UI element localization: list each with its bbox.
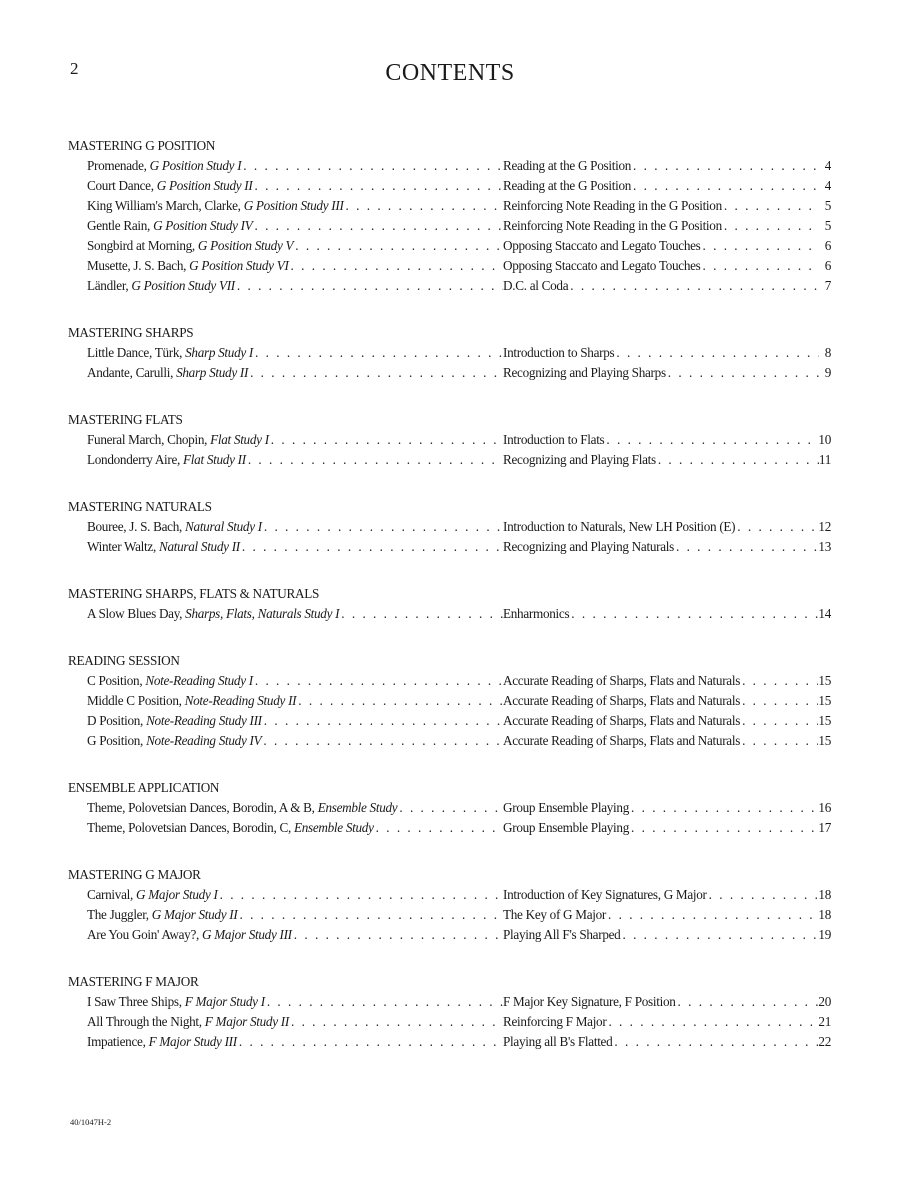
entry-title: Middle C Position, Note-Reading Study II bbox=[87, 693, 297, 708]
entry-title: Winter Waltz, Natural Study II bbox=[87, 539, 240, 554]
study-name: G Major Study I bbox=[136, 887, 218, 902]
entry-page-number: 10 bbox=[818, 432, 831, 447]
dot-leader bbox=[293, 236, 503, 256]
section-heading: MASTERING F MAJOR bbox=[68, 974, 199, 989]
toc-entry bbox=[68, 537, 831, 557]
section-heading: ENSEMBLE APPLICATION bbox=[68, 780, 220, 795]
entry-description: Reinforcing Note Reading in the G Position bbox=[503, 198, 722, 213]
entry-page-number: 11 bbox=[818, 452, 831, 467]
toc-entry bbox=[68, 925, 831, 945]
dot-leader bbox=[666, 363, 819, 383]
entry-description: D.C. al Coda bbox=[503, 278, 569, 293]
toc-entry bbox=[68, 236, 831, 256]
dot-leader bbox=[262, 711, 503, 731]
study-name: Note-Reading Study II bbox=[184, 693, 297, 708]
dot-leader bbox=[740, 731, 818, 751]
toc-section bbox=[68, 865, 831, 945]
dot-leader bbox=[253, 343, 503, 363]
study-name: G Position Study II bbox=[156, 178, 253, 193]
toc-section bbox=[68, 410, 831, 470]
entry-title: Gentle Rain, G Position Study IV bbox=[87, 218, 253, 233]
entry-description: Introduction to Flats bbox=[503, 432, 605, 447]
entry-description: The Key of G Major bbox=[503, 907, 606, 922]
toc-entry bbox=[68, 818, 831, 838]
dot-leader bbox=[241, 156, 503, 176]
entry-page-number: 17 bbox=[818, 820, 831, 835]
entry-title: D Position, Note-Reading Study III bbox=[87, 713, 262, 728]
dot-leader bbox=[265, 992, 503, 1012]
section-heading: MASTERING NATURALS bbox=[68, 499, 212, 514]
entry-description: Group Ensemble Playing bbox=[503, 800, 629, 815]
toc-section bbox=[68, 778, 831, 838]
entry-title: Funeral March, Chopin, Flat Study I bbox=[87, 432, 269, 447]
toc-entry bbox=[68, 430, 831, 450]
entry-page-number: 22 bbox=[818, 1034, 831, 1049]
dot-leader bbox=[735, 517, 818, 537]
dot-leader bbox=[740, 691, 818, 711]
dot-leader bbox=[606, 905, 818, 925]
study-name: F Major Study II bbox=[204, 1014, 289, 1029]
entry-description: Recognizing and Playing Flats bbox=[503, 452, 656, 467]
section-heading: MASTERING G MAJOR bbox=[68, 867, 201, 882]
section-heading: MASTERING SHARPS bbox=[68, 325, 194, 340]
dot-leader bbox=[262, 517, 503, 537]
dot-leader bbox=[701, 236, 819, 256]
page-title: CONTENTS bbox=[385, 60, 515, 86]
study-name: G Position Study V bbox=[197, 238, 294, 253]
entry-description: Introduction to Sharps bbox=[503, 345, 615, 360]
entry-description: Introduction to Naturals, New LH Position (E) bbox=[503, 519, 736, 534]
dot-leader bbox=[237, 1032, 503, 1052]
footer-code: 40/1047H-2 bbox=[70, 1117, 112, 1127]
dot-leader bbox=[269, 430, 503, 450]
entry-description: Reinforcing Note Reading in the G Position bbox=[503, 218, 722, 233]
study-name: G Position Study III bbox=[243, 198, 344, 213]
section-heading: MASTERING G POSITION bbox=[68, 138, 216, 153]
toc-entry bbox=[68, 1032, 831, 1052]
dot-leader bbox=[240, 537, 503, 557]
toc-section bbox=[68, 972, 831, 1052]
dot-leader bbox=[261, 731, 503, 751]
entry-description: Reinforcing F Major bbox=[503, 1014, 607, 1029]
study-name: F Major Study III bbox=[148, 1034, 237, 1049]
study-name: Note-Reading Study III bbox=[146, 713, 262, 728]
entry-page-number: 14 bbox=[818, 606, 831, 621]
entry-page-number: 7 bbox=[824, 278, 831, 293]
study-name: Ensemble Study bbox=[293, 820, 374, 835]
entry-title: I Saw Three Ships, F Major Study I bbox=[87, 994, 265, 1009]
study-name: Sharp Study II bbox=[176, 365, 249, 380]
toc-entry bbox=[68, 276, 831, 296]
entry-page-number: 9 bbox=[824, 365, 831, 380]
dot-leader bbox=[631, 156, 819, 176]
entry-title: The Juggler, G Major Study II bbox=[87, 907, 238, 922]
study-name: G Position Study VI bbox=[189, 258, 289, 273]
section-heading: MASTERING SHARPS, FLATS & NATURALS bbox=[68, 586, 320, 601]
dot-leader bbox=[374, 818, 503, 838]
entry-page-number: 19 bbox=[818, 927, 831, 942]
entry-title: Little Dance, Türk, Sharp Study I bbox=[87, 345, 254, 360]
dot-leader bbox=[289, 1012, 503, 1032]
entry-title: Theme, Polovetsian Dances, Borodin, A & B, Ensemble Study bbox=[87, 800, 398, 815]
study-name: G Major Study III bbox=[202, 927, 292, 942]
entry-page-number: 18 bbox=[818, 907, 831, 922]
entry-page-number: 4 bbox=[824, 178, 831, 193]
entry-title: Theme, Polovetsian Dances, Borodin, C, Ensemble Study bbox=[87, 820, 374, 835]
entry-description: Reading at the G Position bbox=[503, 158, 632, 173]
entry-description: Accurate Reading of Sharps, Flats and Naturals bbox=[503, 693, 741, 708]
study-name: Flat Study I bbox=[210, 432, 269, 447]
section-heading: READING SESSION bbox=[68, 653, 180, 668]
entry-title: Promenade, G Position Study I bbox=[87, 158, 242, 173]
dot-leader bbox=[339, 604, 503, 624]
toc-entry bbox=[68, 691, 831, 711]
dot-leader bbox=[740, 711, 818, 731]
entry-description: F Major Key Signature, F Position bbox=[503, 994, 676, 1009]
toc-entry bbox=[68, 604, 831, 624]
study-name: G Position Study I bbox=[149, 158, 242, 173]
toc-entry bbox=[68, 156, 831, 176]
dot-leader bbox=[606, 1012, 818, 1032]
toc-section bbox=[68, 497, 831, 557]
entry-page-number: 16 bbox=[818, 800, 831, 815]
toc-entry bbox=[68, 176, 831, 196]
entry-description: Playing all B's Flatted bbox=[503, 1034, 613, 1049]
entry-page-number: 15 bbox=[818, 733, 831, 748]
study-name: Flat Study II bbox=[183, 452, 246, 467]
entry-page-number: 12 bbox=[818, 519, 831, 534]
entry-description: Accurate Reading of Sharps, Flats and Naturals bbox=[503, 713, 741, 728]
dot-leader bbox=[656, 450, 819, 470]
dot-leader bbox=[397, 798, 503, 818]
entry-description: Opposing Staccato and Legato Touches bbox=[503, 238, 701, 253]
entry-description: Playing All F's Sharped bbox=[503, 927, 621, 942]
toc-entry bbox=[68, 711, 831, 731]
entry-title: Andante, Carulli, Sharp Study II bbox=[87, 365, 249, 380]
toc-entry bbox=[68, 363, 831, 383]
dot-leader bbox=[296, 691, 503, 711]
study-name: Natural Study II bbox=[158, 539, 240, 554]
toc-section bbox=[68, 136, 831, 296]
entry-title: Ländler, G Position Study VII bbox=[87, 278, 235, 293]
toc-entry bbox=[68, 256, 831, 276]
entry-page-number: 6 bbox=[824, 238, 831, 253]
dot-leader bbox=[674, 537, 818, 557]
toc-section bbox=[68, 323, 831, 383]
dot-leader bbox=[722, 196, 819, 216]
entry-description: Introduction of Key Signatures, G Major bbox=[503, 887, 707, 902]
entry-title: Musette, J. S. Bach, G Position Study VI bbox=[87, 258, 289, 273]
entry-description: Group Ensemble Playing bbox=[503, 820, 629, 835]
toc-entry bbox=[68, 992, 831, 1012]
dot-leader bbox=[620, 925, 818, 945]
entry-description: Accurate Reading of Sharps, Flats and Naturals bbox=[503, 673, 741, 688]
toc-entry bbox=[68, 196, 831, 216]
dot-leader bbox=[604, 430, 818, 450]
entry-description: Reading at the G Position bbox=[503, 178, 632, 193]
entry-title: Impatience, F Major Study III bbox=[87, 1034, 237, 1049]
dot-leader bbox=[722, 216, 819, 236]
page-number: 2 bbox=[70, 59, 79, 78]
entry-description: Enharmonics bbox=[503, 606, 570, 621]
toc-section bbox=[68, 584, 831, 624]
study-name: Ensemble Study bbox=[317, 800, 398, 815]
toc-entry bbox=[68, 885, 831, 905]
toc-entry bbox=[68, 343, 831, 363]
entry-title: C Position, Note-Reading Study I bbox=[87, 673, 253, 688]
entry-page-number: 6 bbox=[824, 258, 831, 273]
entry-description: Opposing Staccato and Legato Touches bbox=[503, 258, 701, 273]
entry-title: G Position, Note-Reading Study IV bbox=[87, 733, 262, 748]
toc-entry bbox=[68, 216, 831, 236]
entry-page-number: 13 bbox=[818, 539, 831, 554]
dot-leader bbox=[344, 196, 503, 216]
dot-leader bbox=[218, 885, 503, 905]
entry-title: Bouree, J. S. Bach, Natural Study I bbox=[87, 519, 262, 534]
toc-entry bbox=[68, 671, 831, 691]
dot-leader bbox=[246, 450, 503, 470]
entry-page-number: 18 bbox=[818, 887, 831, 902]
dot-leader bbox=[707, 885, 819, 905]
study-name: F Major Study I bbox=[184, 994, 265, 1009]
dot-leader bbox=[253, 671, 503, 691]
entry-page-number: 8 bbox=[824, 345, 831, 360]
dot-leader bbox=[292, 925, 503, 945]
entry-page-number: 20 bbox=[818, 994, 831, 1009]
dot-leader bbox=[568, 276, 819, 296]
entry-title: Court Dance, G Position Study II bbox=[87, 178, 253, 193]
entry-page-number: 21 bbox=[818, 1014, 831, 1029]
study-name: G Position Study IV bbox=[153, 218, 253, 233]
entry-page-number: 15 bbox=[818, 673, 831, 688]
dot-leader bbox=[631, 176, 819, 196]
dot-leader bbox=[252, 216, 503, 236]
toc-entry bbox=[68, 517, 831, 537]
dot-leader bbox=[701, 256, 819, 276]
dot-leader bbox=[289, 256, 503, 276]
toc-entry bbox=[68, 1012, 831, 1032]
dot-leader bbox=[252, 176, 503, 196]
study-name: G Major Study II bbox=[151, 907, 238, 922]
dot-leader bbox=[569, 604, 818, 624]
study-name: Note-Reading Study IV bbox=[146, 733, 262, 748]
entry-description: Recognizing and Playing Sharps bbox=[503, 365, 666, 380]
entry-page-number: 15 bbox=[818, 713, 831, 728]
toc-entry bbox=[68, 450, 831, 470]
entry-page-number: 15 bbox=[818, 693, 831, 708]
entry-title: Are You Goin' Away?, G Major Study III bbox=[87, 927, 292, 942]
entry-page-number: 5 bbox=[824, 218, 831, 233]
entry-page-number: 5 bbox=[824, 198, 831, 213]
study-name: Natural Study I bbox=[185, 519, 262, 534]
dot-leader bbox=[237, 905, 503, 925]
section-heading: MASTERING FLATS bbox=[68, 412, 183, 427]
dot-leader bbox=[740, 671, 818, 691]
entry-title: King William's March, Clarke, G Position Study III bbox=[87, 198, 344, 213]
dot-leader bbox=[676, 992, 819, 1012]
entry-description: Accurate Reading of Sharps, Flats and Naturals bbox=[503, 733, 741, 748]
dot-leader bbox=[629, 818, 818, 838]
toc-entry bbox=[68, 798, 831, 818]
entry-title: A Slow Blues Day, Sharps, Flats, Naturals Study I bbox=[87, 606, 340, 621]
toc-entry bbox=[68, 905, 831, 925]
study-name: G Position Study VII bbox=[131, 278, 235, 293]
dot-leader bbox=[614, 343, 819, 363]
dot-leader bbox=[629, 798, 818, 818]
entry-title: All Through the Night, F Major Study II bbox=[87, 1014, 289, 1029]
dot-leader bbox=[235, 276, 503, 296]
dot-leader bbox=[248, 363, 503, 383]
entry-page-number: 4 bbox=[824, 158, 831, 173]
toc-section bbox=[68, 651, 831, 751]
toc-entry bbox=[68, 731, 831, 751]
entry-title: Songbird at Morning, G Position Study V bbox=[87, 238, 294, 253]
study-name: Note-Reading Study I bbox=[145, 673, 253, 688]
study-name: Sharps, Flats, Naturals Study I bbox=[185, 606, 340, 621]
study-name: Sharp Study I bbox=[185, 345, 254, 360]
dot-leader bbox=[612, 1032, 818, 1052]
table-of-contents bbox=[68, 136, 831, 1079]
entry-description: Recognizing and Playing Naturals bbox=[503, 539, 674, 554]
entry-title: Carnival, G Major Study I bbox=[87, 887, 218, 902]
entry-title: Londonderry Aire, Flat Study II bbox=[87, 452, 246, 467]
